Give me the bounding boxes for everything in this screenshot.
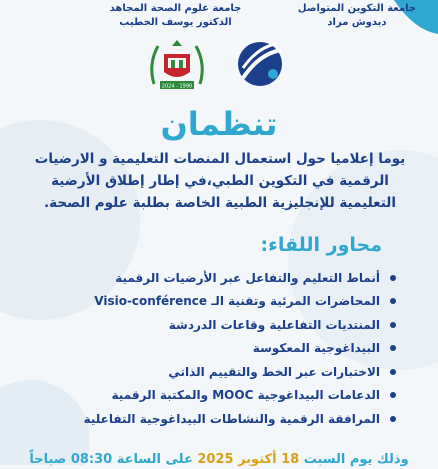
axis-item-label: المرافقة الرقمية والنشاطات البيداغوجية التفاعلية	[83, 411, 380, 426]
bullet-icon	[390, 416, 396, 422]
date-prefix: وذلك يوم السبت	[303, 452, 409, 467]
left-university-name: جامعة علوم الصحة المجاهد	[109, 3, 242, 14]
bullet-icon	[390, 369, 396, 375]
axis-item	[16, 407, 396, 431]
date-suffix: على الساعة 08:30 صباحاً	[29, 452, 193, 467]
axis-item	[16, 266, 396, 290]
right-university-name: جامعة التكوين المتواصل	[297, 3, 417, 14]
axis-item-label: الاختبارات عبر الخط والتقييم الذاتي	[168, 364, 380, 379]
right-university-person: ديدوش مراد	[327, 17, 387, 28]
right-university-block	[292, 2, 422, 30]
axes-list	[16, 266, 396, 431]
axis-item	[16, 337, 396, 361]
continuing-education-university-logo	[229, 34, 291, 96]
axis-item	[16, 313, 396, 337]
organize-title: تنظمان	[160, 105, 278, 143]
axis-item	[16, 384, 396, 408]
logo-year: 2024 - 1990	[161, 83, 193, 90]
bullet-icon	[390, 322, 396, 328]
bullet-icon	[390, 298, 396, 304]
axis-item	[16, 290, 396, 314]
axis-item-label: أنماط التعليم والتفاعل عبر الأرضيات الرقمية	[115, 270, 380, 285]
header	[0, 0, 438, 112]
event-description: يوما إعلاميا حول استعمال المنصات التعليمية و الارضيات الرقمية في التكوين الطبي،في إطار إطلاق الأرضية التعليمية للإنجليزية الطبية الخاصة بطلبة علوم الصحة.	[34, 151, 406, 211]
axis-item-label: البيداغوجية المعكوسة	[252, 341, 380, 356]
axes-title: محاور اللقاء:	[260, 234, 382, 256]
left-university-block	[88, 2, 263, 30]
health-sciences-university-logo	[146, 34, 208, 96]
bullet-icon	[390, 345, 396, 351]
bullet-icon	[390, 275, 396, 281]
bullet-icon	[390, 392, 396, 398]
left-university-person: الدكتور يوسف الخطيب	[119, 17, 232, 28]
axis-item	[16, 360, 396, 384]
event-date: 18 أكتوبر 2025	[197, 452, 300, 467]
axis-item-label: الدعامات البيداغوجية MOOC والمكتبة الرقمية	[111, 388, 380, 403]
event-date-line	[0, 451, 438, 469]
axis-item-label: المحاضرات المرئية وتقنية الـ Visio-conférence	[94, 294, 380, 309]
axis-item-label: المنتديات التفاعلية وقاعات الدردشة	[168, 317, 380, 332]
